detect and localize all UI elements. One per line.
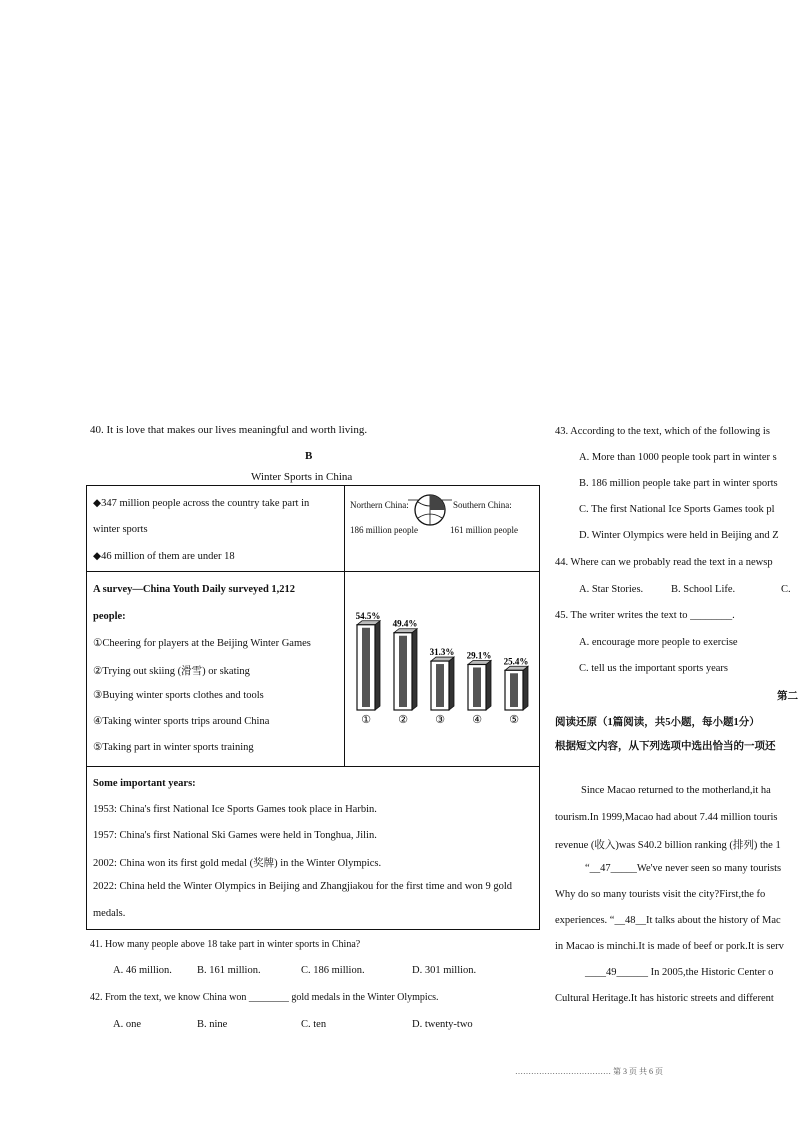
- bar-shade-5: [510, 673, 518, 707]
- q42-option-b[interactable]: B. nine: [197, 1019, 228, 1030]
- north-label: Northern China:: [350, 500, 409, 510]
- q41-stem: 41. How many people above 18 take part in winter sports in China?: [90, 939, 361, 950]
- survey-item: ①Cheering for players at the Beijing Winter Games: [93, 638, 311, 649]
- year-line: 1953: China's first National Ice Sports Games took place in Harbin.: [93, 804, 377, 815]
- q40-line: 40. It is love that makes our lives meaningful and worth living.: [90, 424, 368, 436]
- survey-item: ③Buying winter sports clothes and tools: [93, 690, 264, 701]
- south-label: Southern China:: [453, 500, 512, 510]
- q43-stem: 43. According to the text, which of the following is: [555, 426, 770, 437]
- q44-option-a[interactable]: A. Star Stories.: [579, 584, 644, 595]
- survey-bar-chart: [349, 610, 539, 726]
- passage-line: Cultural Heritage.It has historic streets and different: [555, 993, 774, 1004]
- survey-heading-2: people:: [93, 611, 126, 622]
- section-letter: B: [305, 450, 313, 462]
- q43-option-c[interactable]: C. The first National Ice Sports Games took pl: [579, 504, 775, 515]
- passage-line: tourism.In 1999,Macao had about 7.44 million touris: [555, 812, 778, 823]
- bar-category-label-3: ③: [435, 713, 445, 726]
- bar-category-label-2: ②: [398, 713, 408, 726]
- right-column: [555, 420, 798, 1020]
- survey-item: ⑤Taking part in winter sports training: [93, 742, 254, 753]
- part-heading: 第二: [777, 691, 798, 702]
- q42-option-d[interactable]: D. twenty-two: [412, 1019, 473, 1030]
- year-line: 2002: China won its first gold medal (奖牌) in the Winter Olympics.: [93, 858, 382, 869]
- q45-option-a[interactable]: A. encourage more people to exercise: [579, 637, 738, 648]
- q41-option-a[interactable]: A. 46 million.: [113, 965, 172, 976]
- passage-line: in Macao is minchi.It is made of beef or pork.It is serv: [555, 941, 784, 952]
- q41-option-b[interactable]: B. 161 million.: [197, 965, 261, 976]
- instruction-1: 阅读还原（1篇阅读，共5小题，每小题1分）: [555, 717, 760, 728]
- years-heading: Some important years:: [93, 778, 196, 789]
- q45-stem: 45. The writer writes the text to ________.: [555, 610, 735, 621]
- passage-line: experiences. “__48__It talks about the history of Mac: [555, 915, 781, 926]
- passage-line: revenue (收入)was S40.2 billion ranking (排列) the 1: [555, 840, 781, 851]
- q42-option-a[interactable]: A. one: [113, 1019, 141, 1030]
- q44-option-c[interactable]: C.: [781, 584, 791, 595]
- bar-side-4: [486, 660, 491, 710]
- bar-side-3: [449, 657, 454, 710]
- year-line: 1957: China's first National Ski Games were held in Tonghua, Jilin.: [93, 830, 377, 841]
- passage-line: ____49______ In 2005,the Historic Center o: [585, 967, 774, 978]
- bar-side-5: [523, 666, 528, 710]
- bar-shade-1: [362, 628, 370, 707]
- bar-value-label-2: 49.4%: [392, 618, 418, 629]
- bar-category-label-4: ④: [472, 713, 482, 726]
- q44-stem: 44. Where can we probably read the text in a newsp: [555, 557, 773, 568]
- q42-stem: 42. From the text, we know China won ________ gold medals in the Winter Olympics.: [90, 992, 439, 1003]
- survey-heading-1: A survey—China Youth Daily surveyed 1,212: [93, 584, 296, 595]
- page-footer: ……………………………… 第 3 页 共 6 页: [515, 1067, 663, 1076]
- table-title: Winter Sports in China: [251, 471, 353, 483]
- year-line: 2022: China held the Winter Olympics in Beijing and Zhangjiakou for the first time and won 9 gold: [93, 881, 513, 892]
- q43-option-b[interactable]: B. 186 million people take part in winter sports: [579, 478, 778, 489]
- bar-category-label-1: ①: [361, 713, 371, 726]
- bar-value-label-1: 54.5%: [355, 610, 381, 621]
- bar-side-2: [412, 629, 417, 710]
- q45-option-c[interactable]: C. tell us the important sports years: [579, 663, 729, 674]
- bar-shade-3: [436, 664, 444, 707]
- passage-line: Why do so many tourists visit the city?First,the fo: [555, 889, 766, 900]
- north-value: 186 million people: [350, 525, 418, 535]
- survey-item: ②Trying out skiing (滑雪) or skating: [93, 666, 250, 677]
- survey-item: ④Taking winter sports trips around China: [93, 716, 270, 727]
- winter-sports-table: [86, 485, 540, 930]
- year-line: medals.: [93, 908, 126, 919]
- bar-category-label-5: ⑤: [509, 713, 519, 726]
- bar-value-label-4: 29.1%: [466, 650, 492, 661]
- bar-shade-2: [399, 636, 407, 707]
- bar-value-label-5: 25.4%: [503, 656, 529, 667]
- stat-line-3: ◆46 million of them are under 18: [93, 551, 235, 562]
- passage-line: Since Macao returned to the motherland,it ha: [581, 785, 771, 796]
- china-map-icon: [410, 490, 450, 530]
- q44-option-b[interactable]: B. School Life.: [671, 584, 736, 595]
- q42-option-c[interactable]: C. ten: [301, 1019, 327, 1030]
- instruction-2: 根据短文内容，从下列选项中选出恰当的一项还: [555, 741, 776, 752]
- q43-option-d[interactable]: D. Winter Olympics were held in Beijing and Z: [579, 530, 779, 541]
- stat-line-2: winter sports: [93, 524, 148, 535]
- south-value: 161 million people: [450, 525, 518, 535]
- q43-option-a[interactable]: A. More than 1000 people took part in winter s: [579, 452, 777, 463]
- passage-line: “__47_____We've never seen so many tourists: [585, 863, 782, 874]
- stat-line-1: ◆347 million people across the country take part in: [93, 498, 310, 509]
- bar-value-label-3: 31.3%: [429, 647, 455, 658]
- q41-option-c[interactable]: C. 186 million.: [301, 965, 365, 976]
- bar-shade-4: [473, 667, 481, 707]
- q41-option-d[interactable]: D. 301 million.: [412, 965, 477, 976]
- bar-side-1: [375, 621, 380, 710]
